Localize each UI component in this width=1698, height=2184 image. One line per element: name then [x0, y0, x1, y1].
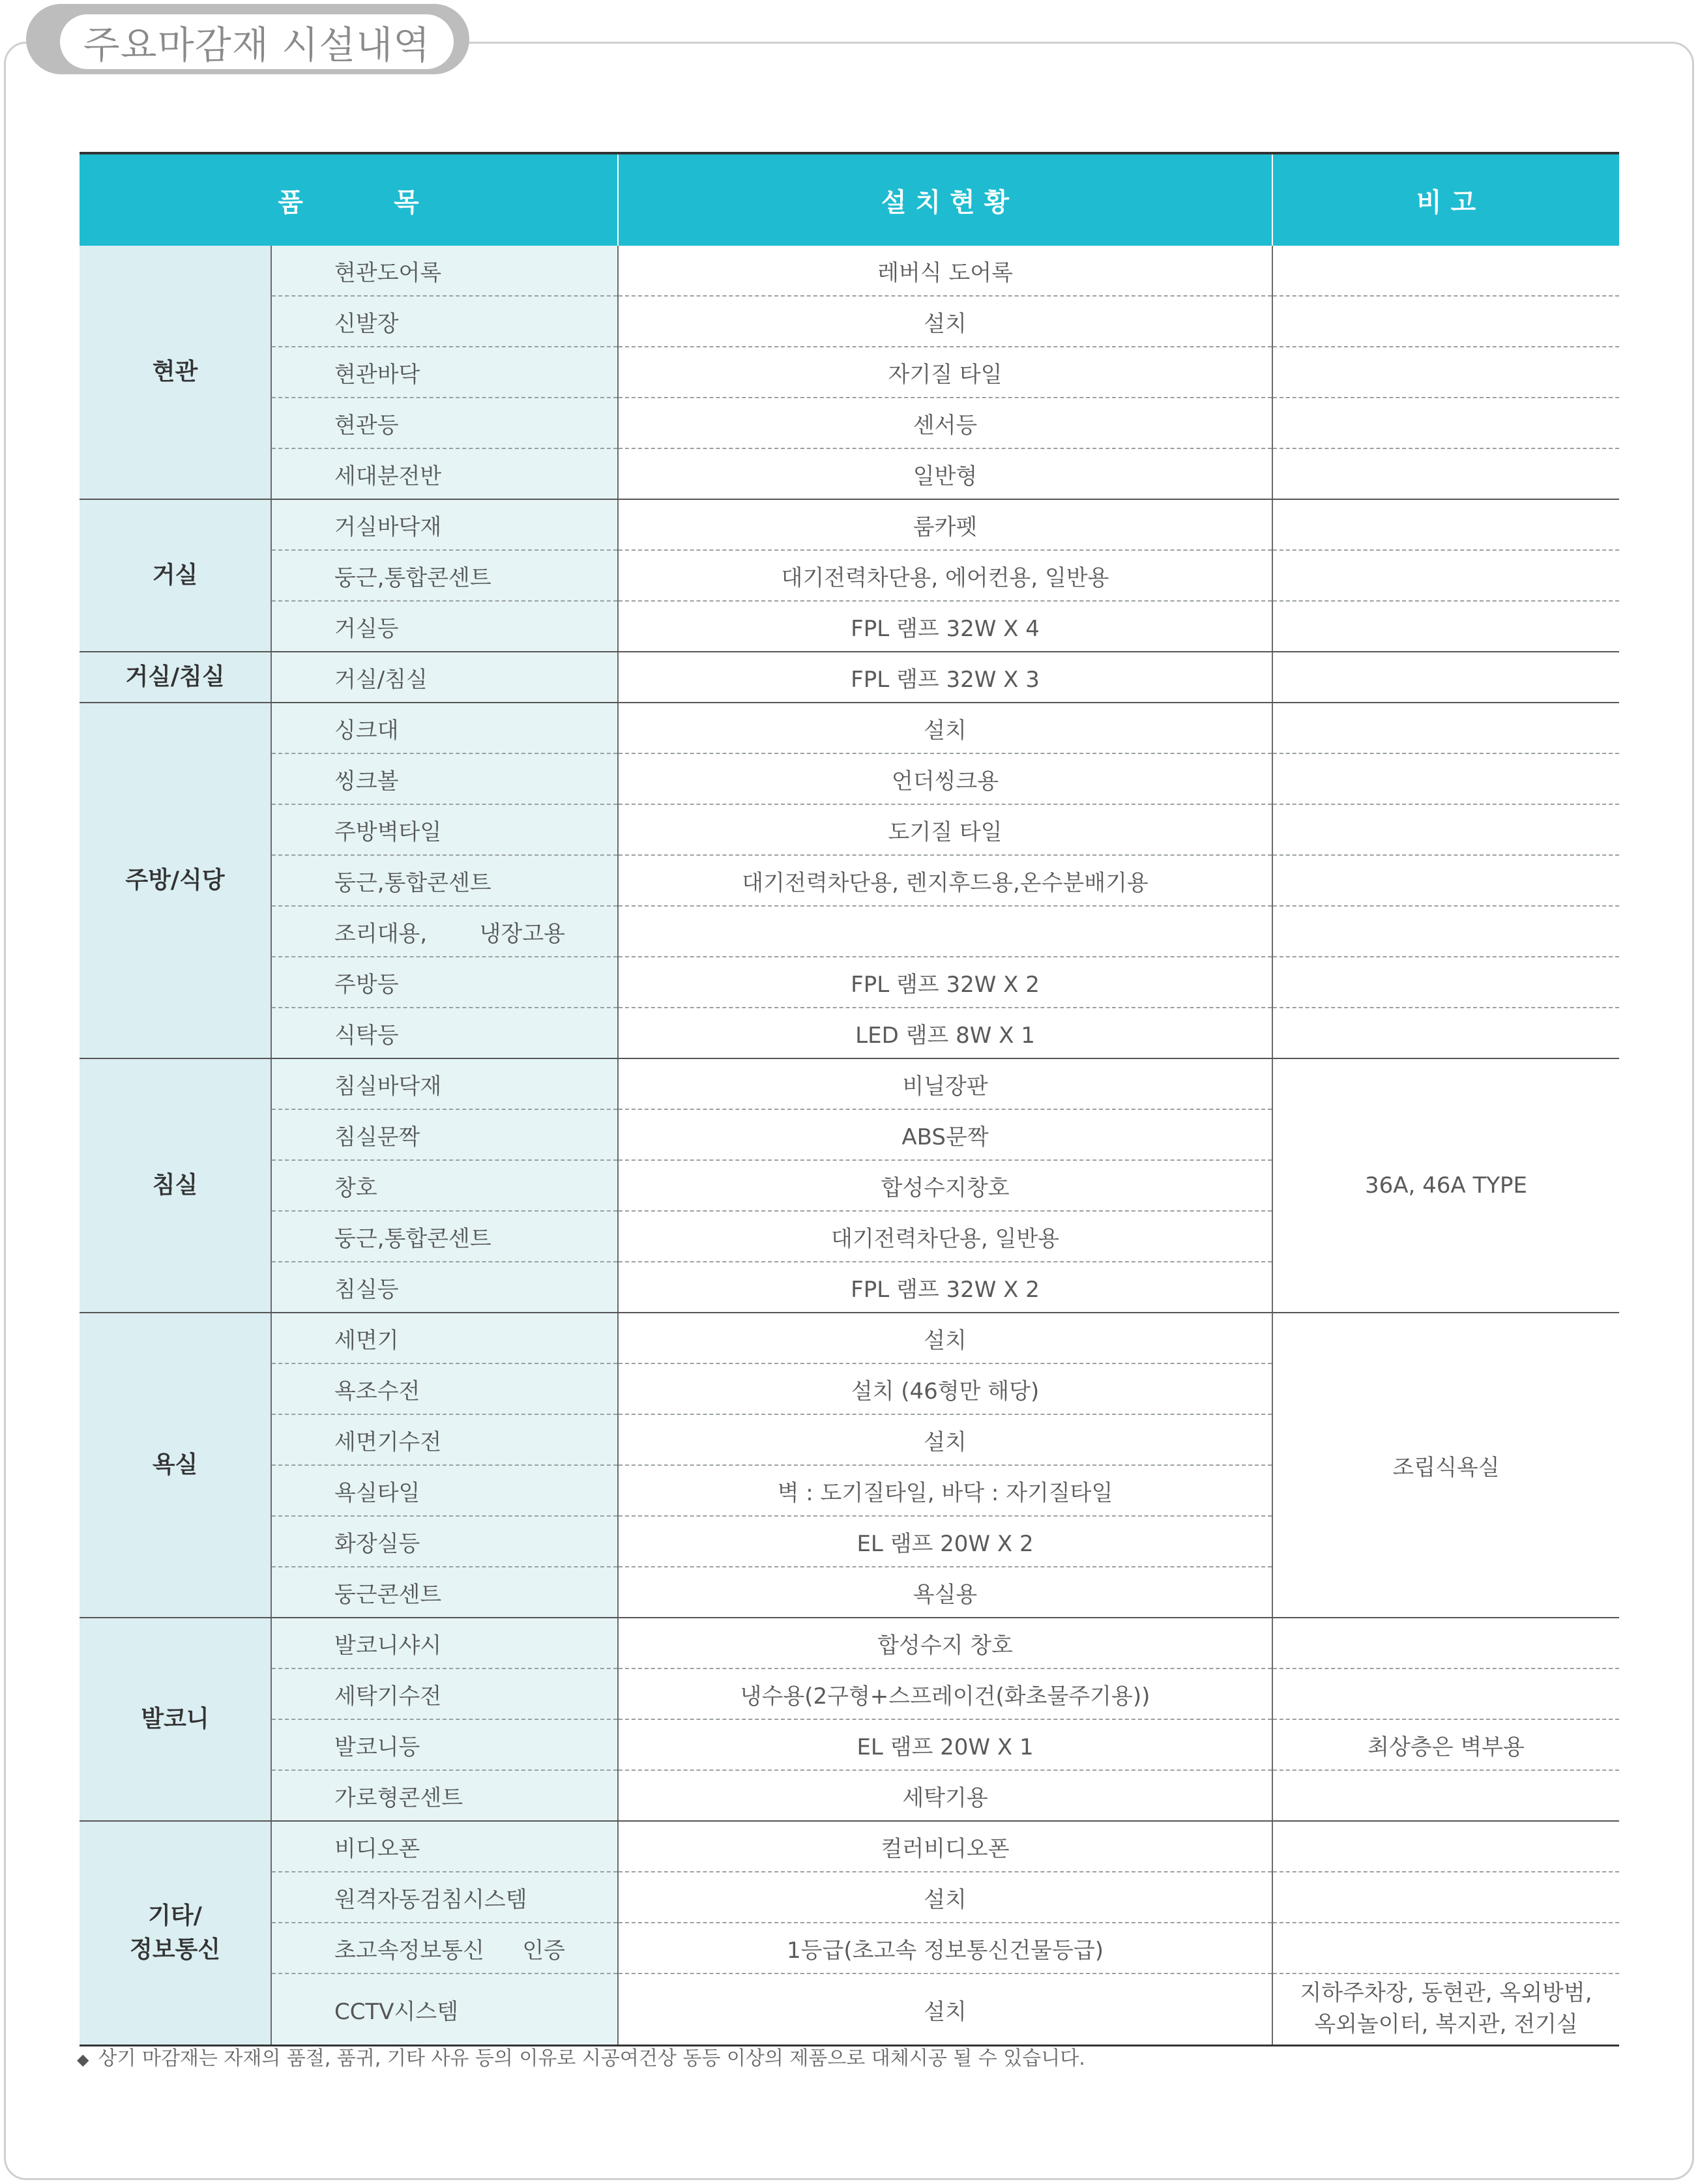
- installed-cell: 설치: [618, 703, 1272, 753]
- table-row: [80, 398, 1619, 448]
- table-row: [80, 703, 1619, 753]
- installed-cell: 대기전력차단용, 렌지후드용,온수분배기용: [618, 855, 1272, 906]
- note-cell: [1272, 1973, 1619, 2046]
- category-entrance: 현관: [80, 246, 271, 499]
- table-row: [80, 1770, 1619, 1821]
- note-cell: [1272, 957, 1619, 1008]
- table-row: [80, 448, 1619, 499]
- table-row: [80, 1618, 1619, 1668]
- installed-cell: 1등급(초고속 정보통신건물등급): [618, 1923, 1272, 1973]
- item-cell: 침실등: [271, 1262, 618, 1313]
- table-row: [80, 1821, 1619, 1872]
- note-cell: [1272, 703, 1619, 753]
- item-cell: 발코니등: [271, 1719, 618, 1770]
- table-row: [80, 652, 1619, 703]
- note-cell: 최상층은 벽부용: [1272, 1719, 1619, 1770]
- item-cell: 씽크볼: [271, 753, 618, 804]
- table-row: [80, 1008, 1619, 1058]
- category-bedroom: 침실: [80, 1058, 271, 1313]
- category-etc-line1: 기타/: [148, 1902, 202, 1929]
- section-title: 주요마감재 시설내역: [60, 14, 454, 69]
- installed-cell: 벽 : 도기질타일, 바닥 : 자기질타일: [618, 1465, 1272, 1516]
- item-cell: 세면기: [271, 1313, 618, 1363]
- installed-cell: LED 램프 8W X 1: [618, 1008, 1272, 1058]
- installed-cell: FPL 램프 32W X 3: [618, 652, 1272, 703]
- item-cell: 욕실타일: [271, 1465, 618, 1516]
- installed-cell: 설치: [618, 1313, 1272, 1363]
- item-cell: 조리대용, 냉장고용: [271, 906, 618, 957]
- installed-cell: ABS문짝: [618, 1109, 1272, 1160]
- table-row: [80, 296, 1619, 347]
- item-cell: 세탁기수전: [271, 1668, 618, 1719]
- note-cell: [1272, 296, 1619, 347]
- note-cell-bedroom: 36A, 46A TYPE: [1272, 1058, 1619, 1313]
- installed-cell: EL 램프 20W X 1: [618, 1719, 1272, 1770]
- table-header-row: [80, 153, 1619, 246]
- installed-cell: 욕실용: [618, 1567, 1272, 1618]
- note-cell-bathroom: 조립식욕실: [1272, 1313, 1619, 1618]
- footnote-text: 상기 마감재는 자재의 품절, 품귀, 기타 사유 등의 이유로 시공여건상 동등 이상의 제품으로 대체시공 될 수 있습니다.: [98, 2047, 1085, 2070]
- installed-cell: EL 램프 20W X 2: [618, 1516, 1272, 1567]
- table-row: [80, 246, 1619, 296]
- note-cell: [1272, 1770, 1619, 1821]
- item-cell: 욕조수전: [271, 1363, 618, 1414]
- note-cell: [1272, 1923, 1619, 1973]
- table-row: [80, 1313, 1619, 1363]
- table-row: [80, 957, 1619, 1008]
- table-row: [80, 1719, 1619, 1770]
- section-title-badge: [26, 4, 469, 74]
- item-cell: 주방벽타일: [271, 804, 618, 855]
- note-cell: [1272, 1618, 1619, 1668]
- note-cell: [1272, 398, 1619, 448]
- note-cell: [1272, 652, 1619, 703]
- item-cell: 침실문짝: [271, 1109, 618, 1160]
- installed-cell: 세탁기용: [618, 1770, 1272, 1821]
- item-cell: 둥근,통합콘센트: [271, 550, 618, 601]
- installed-cell: 설치 (46형만 해당): [618, 1363, 1272, 1414]
- installed-cell: 룸카펫: [618, 499, 1272, 550]
- installed-cell: 설치: [618, 1973, 1272, 2046]
- item-cell: 신발장: [271, 296, 618, 347]
- table-row: [80, 1872, 1619, 1923]
- item-cell: CCTV시스템: [271, 1973, 618, 2046]
- installed-cell: 합성수지 창호: [618, 1618, 1272, 1668]
- installed-cell: FPL 램프 32W X 2: [618, 957, 1272, 1008]
- table-row: [80, 906, 1619, 957]
- item-cell: 발코니샤시: [271, 1618, 618, 1668]
- note-cell: [1272, 1821, 1619, 1872]
- category-kitchen: 주방/식당: [80, 703, 271, 1058]
- installed-cell: 설치: [618, 1414, 1272, 1465]
- footnote: [77, 2042, 1085, 2071]
- installed-cell: 설치: [618, 296, 1272, 347]
- note-cell: [1272, 804, 1619, 855]
- item-cell: 원격자동검침시스템: [271, 1872, 618, 1923]
- table-row: [80, 804, 1619, 855]
- note-cell: [1272, 855, 1619, 906]
- item-cell: 식탁등: [271, 1008, 618, 1058]
- finishing-materials-table: [80, 152, 1619, 2046]
- item-cell: 창호: [271, 1160, 618, 1211]
- table-row: [80, 601, 1619, 652]
- item-cell: 둥근,통합콘센트: [271, 1211, 618, 1262]
- installed-cell: 자기질 타일: [618, 347, 1272, 398]
- table-row: [80, 499, 1619, 550]
- category-bathroom: 욕실: [80, 1313, 271, 1618]
- note-cell: [1272, 1008, 1619, 1058]
- item-cell: 초고속정보통신 인증: [271, 1923, 618, 1973]
- item-cell: 세면기수전: [271, 1414, 618, 1465]
- installed-cell: 설치: [618, 1872, 1272, 1923]
- installed-cell: [618, 906, 1272, 957]
- category-living: 거실: [80, 499, 271, 652]
- note-cell: [1272, 753, 1619, 804]
- note-line1: 지하주차장, 동현관, 옥외방범,: [1300, 1980, 1592, 2007]
- installed-cell: 일반형: [618, 448, 1272, 499]
- installed-cell: 컬러비디오폰: [618, 1821, 1272, 1872]
- note-cell: [1272, 906, 1619, 957]
- header-item: 품 목: [80, 153, 618, 246]
- item-cell: 가로형콘센트: [271, 1770, 618, 1821]
- item-cell: 현관바닥: [271, 347, 618, 398]
- category-etc: [80, 1821, 271, 2046]
- installed-cell: 비닐장판: [618, 1058, 1272, 1109]
- installed-cell: 대기전력차단용, 에어컨용, 일반용: [618, 550, 1272, 601]
- installed-cell: 언더씽크용: [618, 753, 1272, 804]
- installed-cell: 합성수지창호: [618, 1160, 1272, 1211]
- item-cell: 거실/침실: [271, 652, 618, 703]
- item-cell: 현관도어록: [271, 246, 618, 296]
- note-cell: [1272, 499, 1619, 550]
- note-cell: [1272, 448, 1619, 499]
- note-cell: [1272, 1872, 1619, 1923]
- note-cell: [1272, 347, 1619, 398]
- item-cell: 거실바닥재: [271, 499, 618, 550]
- category-living-bedroom: 거실/침실: [80, 652, 271, 703]
- item-cell: 둥근콘센트: [271, 1567, 618, 1618]
- item-cell: 화장실등: [271, 1516, 618, 1567]
- item-cell: 현관등: [271, 398, 618, 448]
- item-cell: 주방등: [271, 957, 618, 1008]
- note-cell: [1272, 550, 1619, 601]
- note-line2: 옥외놀이터, 복지관, 전기실: [1314, 2011, 1578, 2037]
- table-row: [80, 347, 1619, 398]
- installed-cell: FPL 램프 32W X 4: [618, 601, 1272, 652]
- item-cell: 싱크대: [271, 703, 618, 753]
- table-row: [80, 1973, 1619, 2046]
- item-cell: 침실바닥재: [271, 1058, 618, 1109]
- table-row: [80, 1058, 1619, 1109]
- item-cell: 거실등: [271, 601, 618, 652]
- table-row: [80, 753, 1619, 804]
- item-cell: 둥근,통합콘센트: [271, 855, 618, 906]
- note-cell: [1272, 1668, 1619, 1719]
- item-cell: 비디오폰: [271, 1821, 618, 1872]
- installed-cell: 레버식 도어록: [618, 246, 1272, 296]
- installed-cell: 도기질 타일: [618, 804, 1272, 855]
- category-balcony: 발코니: [80, 1618, 271, 1821]
- item-cell: 세대분전반: [271, 448, 618, 499]
- diamond-bullet-icon: ◆: [77, 2050, 89, 2069]
- header-note: 비 고: [1272, 153, 1619, 246]
- table-row: [80, 1668, 1619, 1719]
- installed-cell: 센서등: [618, 398, 1272, 448]
- table-row: [80, 855, 1619, 906]
- installed-cell: 대기전력차단용, 일반용: [618, 1211, 1272, 1262]
- category-etc-line2: 정보통신: [129, 1936, 221, 1963]
- installed-cell: FPL 램프 32W X 2: [618, 1262, 1272, 1313]
- table-row: [80, 1923, 1619, 1973]
- table-row: [80, 550, 1619, 601]
- note-cell: [1272, 246, 1619, 296]
- header-installed: 설 치 현 황: [618, 153, 1272, 246]
- installed-cell: 냉수용(2구형+스프레이건(화초물주기용)): [618, 1668, 1272, 1719]
- note-cell: [1272, 601, 1619, 652]
